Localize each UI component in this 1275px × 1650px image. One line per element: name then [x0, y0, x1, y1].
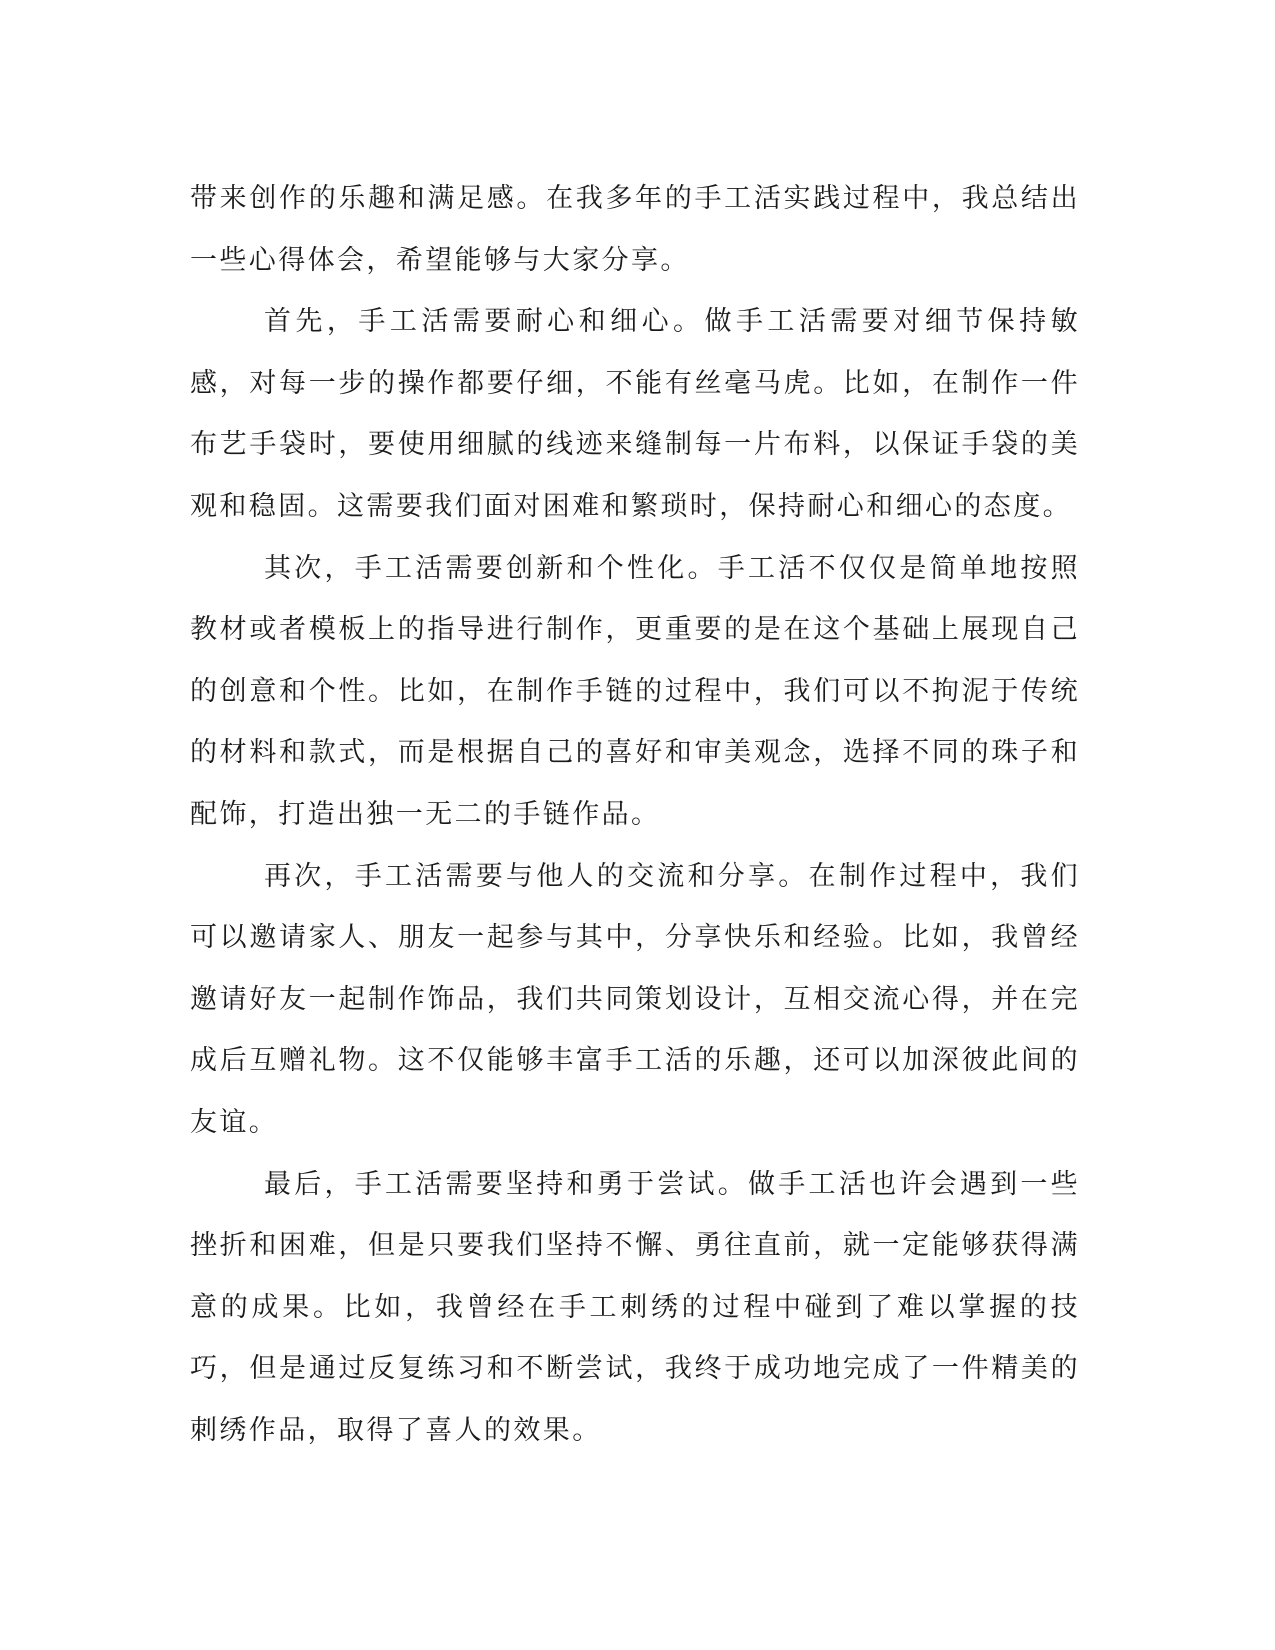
paragraph-sharing: 再次，手工活需要与他人的交流和分享。在制作过程中，我们可以邀请家人、朋友一起参与其中，分享快乐和经验。比如，我曾经邀请好友一起制作饰品，我们共同策划设计，互相交流心得，并在完成后互赠礼物。这不仅能够丰富手工活的乐趣，还可以加深彼此间的友谊。 — [190, 860, 1080, 1138]
paragraph-intro: 带来创作的乐趣和满足感。在我多年的手工活实践过程中，我总结出一些心得体会，希望能够与大家分享。 — [190, 183, 1080, 276]
paragraph-patience: 首先，手工活需要耐心和细心。做手工活需要对细节保持敏感，对每一步的操作都要仔细，不能有丝毫马虎。比如，在制作一件布艺手袋时，要使用细腻的线迹来缝制每一片布料，以保证手袋的美观和稳固。这需要我们面对困难和繁琐时，保持耐心和细心的态度。 — [190, 306, 1080, 522]
document-body — [190, 168, 1080, 1461]
paragraph-creativity: 其次，手工活需要创新和个性化。手工活不仅仅是简单地按照教材或者模板上的指导进行制作，更重要的是在这个基础上展现自己的创意和个性。比如，在制作手链的过程中，我们可以不拘泥于传统的材料和款式，而是根据自己的喜好和审美观念，选择不同的珠子和配饰，打造出独一无二的手链作品。 — [190, 552, 1080, 830]
paragraph-persistence: 最后，手工活需要坚持和勇于尝试。做手工活也许会遇到一些挫折和困难，但是只要我们坚持不懈、勇往直前，就一定能够获得满意的成果。比如，我曾经在手工刺绣的过程中碰到了难以掌握的技巧，但是通过反复练习和不断尝试，我终于成功地完成了一件精美的刺绣作品，取得了喜人的效果。 — [190, 1168, 1080, 1446]
